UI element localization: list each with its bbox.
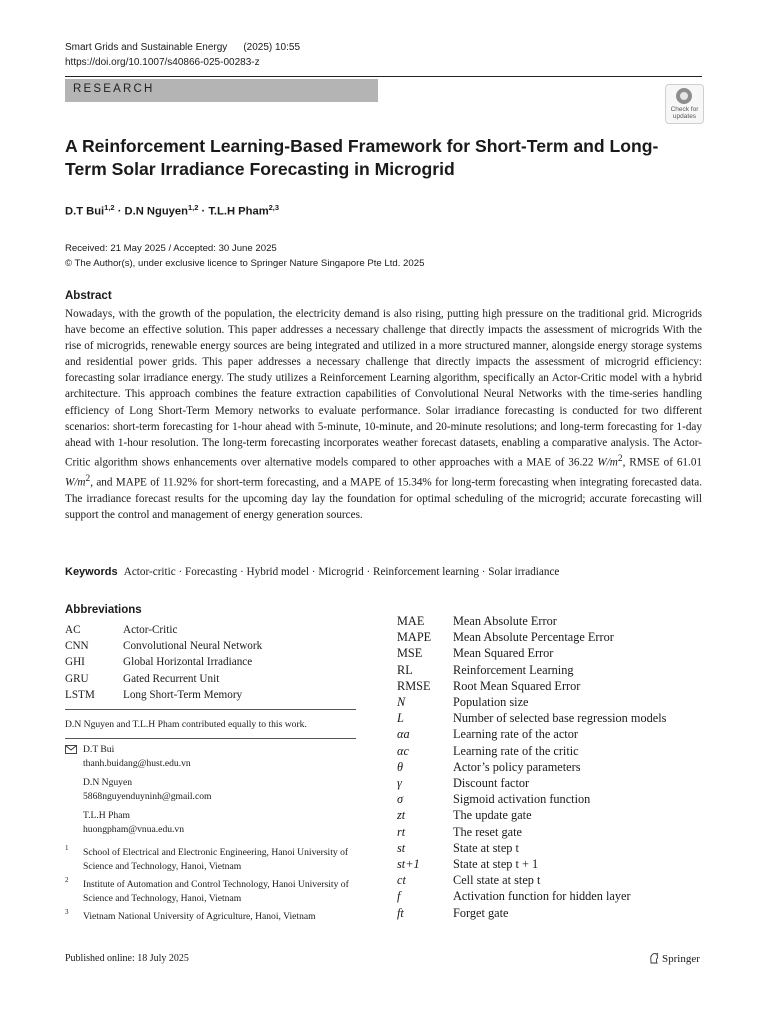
abbreviation-term: RMSE — [397, 678, 431, 693]
abbreviation-row — [397, 629, 666, 645]
article-title: A Reinforcement Learning-Based Framework for Short-Term and Long-Term Solar Irradiance Forecasting in Microgrid — [65, 136, 659, 179]
symbol-row — [397, 840, 666, 856]
symbol-term: f — [397, 889, 401, 904]
symbol-term: ft — [397, 905, 404, 920]
symbol-term: γ — [397, 776, 402, 791]
abbreviation-definition: Root Mean Squared Error — [453, 678, 581, 693]
symbol-term: αa — [397, 727, 410, 742]
affiliation-item — [65, 878, 365, 905]
contact-email[interactable]: 5868nguyenduyninh@gmail.com — [83, 790, 212, 802]
abbreviation-term: GHI — [65, 656, 85, 669]
abstract-heading: Abstract — [65, 290, 112, 302]
header-rule — [65, 76, 702, 77]
section-band — [65, 79, 378, 102]
abbreviation-definition: Mean Absolute Percentage Error — [453, 630, 614, 645]
abbreviation-row — [65, 638, 262, 654]
symbol-term: σ — [397, 792, 404, 807]
abstract-part: , and MAPE of 11.92% for short-term forecasting, and a MAPE of 15.34% for long-term forecasting when integrating forecasted data. The irradiance forecast results for the upcoming day lay the foundation for optimal scheduling of the microgrid; accurate forecasting will support the control and management of energy generation sources. — [65, 476, 702, 521]
abbreviation-definition: Mean Absolute Error — [453, 614, 557, 628]
author-name[interactable]: D.N Nguyen — [124, 205, 188, 218]
update-icon — [676, 88, 692, 104]
check-updates-label: Check for updates — [670, 106, 699, 120]
footnote-rule — [65, 709, 356, 710]
abbreviation-row — [397, 645, 666, 661]
symbol-row — [397, 791, 666, 807]
author-separator: · — [198, 205, 209, 218]
symbol-row — [397, 872, 666, 888]
contact-name: D.T Bui — [83, 744, 115, 755]
unit-symbol: W/m — [65, 476, 86, 489]
contact-block — [83, 743, 211, 770]
symbol-term: ct — [397, 873, 406, 888]
symbol-row — [397, 775, 666, 791]
abbreviation-term: MAPE — [397, 630, 432, 645]
abbreviation-row — [65, 622, 262, 638]
doi-link[interactable]: https://doi.org/10.1007/s40866-025-00283-z — [65, 57, 260, 68]
symbol-row — [397, 888, 666, 904]
symbol-term: L — [397, 711, 404, 726]
article-history — [65, 241, 424, 271]
symbol-term: αc — [397, 743, 409, 758]
published-date: Published online: 18 July 2025 — [65, 953, 189, 964]
footnote-rule — [65, 738, 356, 739]
abbreviation-row — [397, 678, 666, 694]
abbreviation-row — [397, 613, 666, 629]
abbreviation-row — [65, 654, 262, 670]
abbreviations-list-left — [65, 622, 262, 703]
symbol-row — [397, 807, 666, 823]
abbreviation-definition: Convolutional Neural Network — [123, 640, 263, 653]
symbol-definition: The update gate — [453, 808, 532, 823]
symbol-definition: Cell state at step t — [453, 873, 541, 888]
symbol-term: θ — [397, 759, 404, 774]
affiliation-text: School of Electrical and Electronic Engineering, Hanoi University of Science and Technology, Hanoi, Vietnam — [83, 847, 349, 872]
abstract-text — [65, 306, 702, 523]
symbol-definition: Sigmoid activation function — [453, 792, 591, 807]
symbol-term: rt — [397, 824, 406, 839]
symbol-definition: Discount factor — [453, 776, 530, 791]
symbol-definition: State at step t + 1 — [453, 857, 539, 872]
abbreviation-term: MAE — [397, 614, 425, 628]
symbol-definition: Population size — [453, 695, 529, 710]
abbreviation-definition: Long Short-Term Memory — [123, 688, 243, 701]
symbol-definition: Number of selected base regression models — [453, 711, 667, 726]
symbol-definition: Learning rate of the actor — [453, 727, 578, 742]
symbol-term: st — [397, 840, 406, 855]
symbol-definition: State at step t — [453, 840, 519, 855]
abbreviation-definition: Mean Squared Error — [453, 646, 554, 661]
journal-volume: (2025) 10:55 — [243, 42, 301, 53]
symbol-definition: Actor’s policy parameters — [453, 759, 581, 774]
affiliation-number: 1 — [65, 844, 69, 852]
envelope-icon — [65, 745, 77, 754]
abbreviation-definition: Global Horizontal Irradiance — [123, 656, 253, 669]
symbol-term: N — [397, 695, 406, 710]
springer-horse-icon — [648, 952, 660, 964]
unit-exponent: 2 — [85, 473, 91, 484]
symbol-row — [397, 824, 666, 840]
symbol-row — [397, 710, 666, 726]
corresponding-authors — [83, 743, 211, 842]
abbreviation-term: RL — [397, 662, 413, 677]
keywords-label: Keywords — [65, 566, 118, 578]
abbreviation-term: MSE — [397, 646, 423, 661]
contact-name: D.N Nguyen — [83, 777, 133, 788]
contact-block — [83, 809, 211, 836]
abbreviation-row — [397, 662, 666, 678]
symbol-term: st+1 — [397, 857, 420, 872]
affiliation-item — [65, 910, 365, 924]
abbreviation-term: CNN — [65, 640, 89, 653]
contact-name: T.L.H Pham — [83, 810, 130, 821]
unit-exponent: 2 — [617, 453, 623, 464]
affiliation-item — [65, 846, 365, 873]
affiliation-text: Vietnam National University of Agriculture, Hanoi, Vietnam — [83, 911, 316, 922]
symbol-row — [397, 743, 666, 759]
author-separator: · — [114, 205, 125, 218]
section-label: RESEARCH — [73, 83, 155, 95]
symbol-definition: The reset gate — [453, 824, 522, 839]
author-name[interactable]: D.T Bui — [65, 205, 105, 218]
contact-block — [83, 776, 211, 803]
contact-email[interactable]: huongpham@vnua.edu.vn — [83, 823, 185, 835]
abstract-part: , RMSE of 61.01 — [622, 456, 703, 469]
abbreviations-list-right — [397, 613, 666, 921]
abbreviation-term: GRU — [65, 672, 89, 685]
abbreviation-definition: Gated Recurrent Unit — [123, 672, 220, 685]
abstract-part: Nowadays, with the growth of the population, the electricity demand is also rising, putting high pressure on the traditional grid. Microgrids have become an effective solution. This paper addresses a necessary challenge that directly impacts the assessment of microgrids With the rise of microgrids, renewable energy sources are being integrated and utilized in a more structured manner, alongside energy storage systems and residential power grids. This paper addresses a necessary challenge that directly impacts the assessment of microgrid efficiency: forecasting solar irradiance energy. The study utilizes a Reinforcement Learning algorithm, specifically an Actor-Critic model with a hybrid architecture. This approach combines the feature extraction capabilities of Convolutional Neural Networks with the time-series handling efficiency of Long Short-Term Memory networks to evaluate performance. Solar irradiance forecasting is conducted for two different scenarios: short-term forecasting for 1-hour ahead with 5-minute, 10-minute, and 20-minute resolutions; and long-term forecasting for 1-day ahead with 1-hour resolution. The long-term forecasting incorporates weather forecast datasets, enabling a comparative analysis. The Actor-Critic algorithm shows enhancements over alternative models compared to other approaches with a MAE of 36.22 — [65, 308, 702, 469]
symbol-row — [397, 856, 666, 872]
contact-email[interactable]: thanh.buidang@hust.edu.vn — [83, 757, 191, 769]
abbreviation-term: LSTM — [65, 688, 95, 701]
symbol-term: zt — [397, 808, 406, 823]
journal-name: Smart Grids and Sustainable Energy — [65, 42, 228, 53]
affiliations — [65, 846, 365, 929]
check-for-updates-badge[interactable] — [665, 84, 704, 124]
abbreviation-row — [65, 671, 262, 687]
keywords — [65, 566, 559, 578]
symbol-row — [397, 694, 666, 710]
symbol-row — [397, 905, 666, 921]
keywords-text: Actor-critic · Forecasting · Hybrid model · Microgrid · Reinforcement learning · Solar irradiance — [123, 566, 560, 578]
symbol-row — [397, 726, 666, 742]
symbol-row — [397, 759, 666, 775]
contribution-note: D.N Nguyen and T.L.H Pham contributed equally to this work. — [65, 719, 307, 730]
symbol-definition: Forget gate — [453, 905, 509, 920]
author-affiliation: 1,2 — [187, 203, 199, 212]
author-affiliation: 1,2 — [104, 203, 115, 212]
received-accepted-dates: Received: 21 May 2025 / Accepted: 30 June 2025 — [65, 243, 277, 254]
author-affiliation: 2,3 — [268, 203, 280, 212]
publisher-logo — [648, 952, 700, 965]
author-name[interactable]: T.L.H Pham — [208, 205, 269, 218]
author-list — [65, 203, 279, 218]
abbreviation-row — [65, 687, 262, 703]
publisher-name: Springer — [662, 953, 700, 965]
abbreviation-definition: Actor-Critic — [123, 624, 178, 636]
abbreviations-heading: Abbreviations — [65, 604, 142, 616]
journal-header — [65, 40, 300, 70]
affiliation-number: 2 — [65, 876, 69, 884]
affiliation-number: 3 — [65, 908, 69, 916]
copyright-notice: © The Author(s), under exclusive licence to Springer Nature Singapore Pte Ltd. 2025 — [65, 258, 425, 269]
affiliation-text: Institute of Automation and Control Technology, Hanoi University of Science and Technology, Hanoi, Vietnam — [83, 879, 349, 904]
symbol-definition: Activation function for hidden layer — [453, 889, 631, 904]
abbreviation-term: AC — [65, 624, 81, 636]
unit-symbol: W/m — [597, 456, 618, 469]
abbreviation-definition: Reinforcement Learning — [453, 662, 574, 677]
symbol-definition: Learning rate of the critic — [453, 743, 579, 758]
